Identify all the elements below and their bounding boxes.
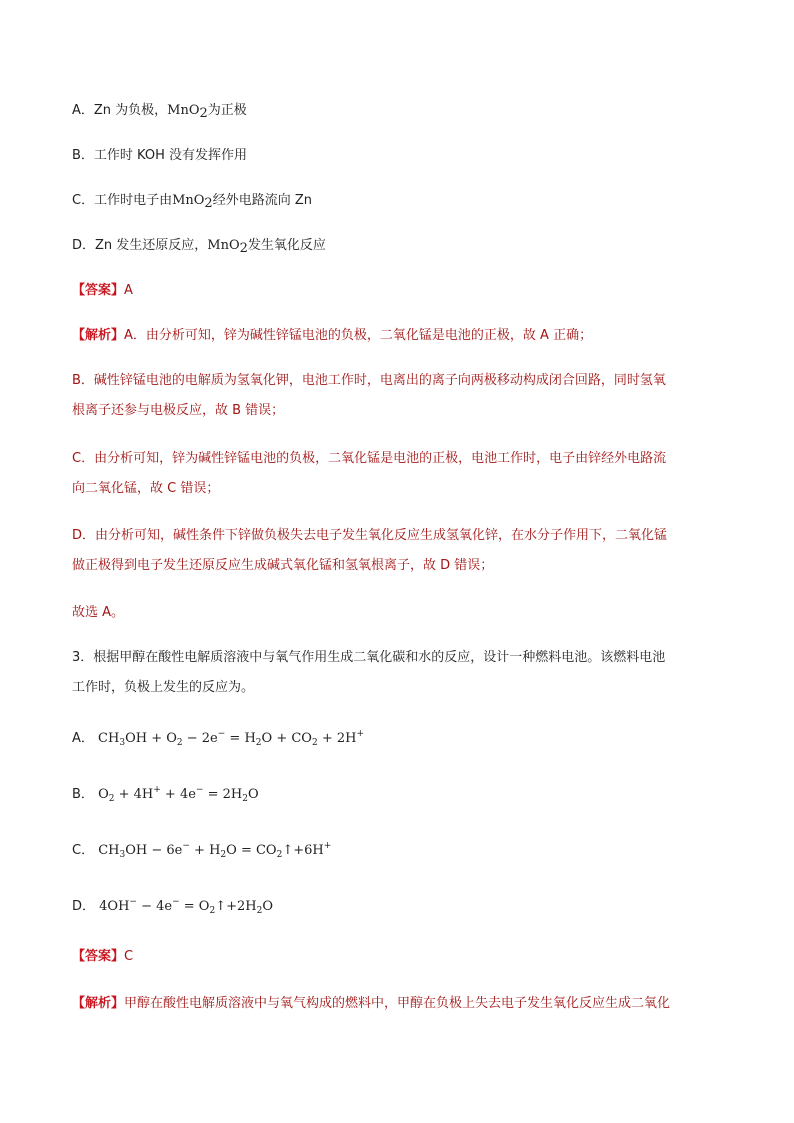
explanation-d-line1: D．由分析可知，碱性条件下锌做负极失去电子发生氧化反应生成氢氧化锌，在水分子作用下，二氧化锰: [72, 528, 668, 543]
equation-b: $O_2 + 4H^+ + 4e^- = 2H_2O$: [98, 785, 259, 804]
q3-option-b: B． $O_2 + 4H^+ + 4e^- = 2H_2O$: [72, 785, 259, 804]
explanation-b-line1: B．碱性锌锰电池的电解质为氢氧化钾，电池工作时，电离出的离子向两极移动构成闭合回路，同时氢氧: [72, 373, 666, 388]
q3-option-d: D． $4OH^- - 4e^- = O_2↑+2H_2O$: [72, 897, 274, 916]
q3-explanation-tag: 【解析】: [72, 996, 125, 1011]
question-3-stem-line1: 3．根据甲醇在酸性电解质溶液中与氧气作用生成二氧化碳和水的反应，设计一种燃料电池。该燃料电池: [72, 650, 666, 665]
explanation-b-line2: 根离子还参与电极反应，故 B 错误；: [72, 403, 285, 418]
explanation-a: 【解析】A．由分析可知，锌为碱性锌锰电池的负极，二氧化锰是电池的正极，故 A 正确；: [72, 328, 593, 343]
explanation-c-line1: C．由分析可知，锌为碱性锌锰电池的负极，二氧化锰是电池的正极，电池工作时，电子由锌经外电路流: [72, 451, 667, 466]
q3-answer-tag: 【答案】: [72, 949, 125, 964]
q3-option-c: C． $CH_3OH - 6e^- + H_2O$ = $CO_2↑+6H^+$: [72, 841, 332, 860]
option-b: B．工作时 KOH 没有发挥作用: [72, 148, 248, 163]
equation-d: $4OH^- - 4e^- = O_2↑+2H_2O$: [99, 897, 274, 916]
option-d: D．Zn 发生还原反应，MnO$_2$发生氧化反应: [72, 238, 326, 256]
option-a: A．Zn 为负极，MnO$_2$为正极: [72, 103, 247, 121]
explanation-tag: 【解析】: [72, 328, 125, 343]
explanation-c-line2: 向二氧化锰，故 C 错误；: [72, 481, 220, 496]
q3-answer-value: C: [124, 949, 134, 964]
q3-answer-line: [72, 947, 133, 967]
equation-a: $CH_3OH + O_2 - 2e^- = H_2O + CO_2 + 2H^+$: [98, 729, 364, 748]
option-c: C．工作时电子由MnO$_2$经外电路流向 Zn: [72, 193, 312, 211]
explanation-conclusion: 故选 A。: [72, 605, 125, 620]
answer-tag: 【答案】: [72, 283, 125, 298]
q3-explanation: 【解析】甲醇在酸性电解质溶液中与氧气构成的燃料中，甲醇在负极上失去电子发生氧化反应生成二氧化: [72, 996, 671, 1011]
equation-c: $CH_3OH - 6e^- + H_2O$ = $CO_2↑+6H^+$: [98, 841, 332, 860]
answer-line: [72, 281, 133, 301]
explanation-d-line2: 做正极得到电子发生还原反应生成碱式氧化锰和氢氧根离子，故 D 错误；: [72, 558, 494, 573]
q3-option-a: A． $CH_3OH + O_2 - 2e^- = H_2O + CO_2 + 2H^+$: [72, 729, 364, 748]
answer-value: A: [124, 283, 133, 298]
question-3-stem-line2: 工作时，负极上发生的反应为。: [72, 680, 255, 695]
